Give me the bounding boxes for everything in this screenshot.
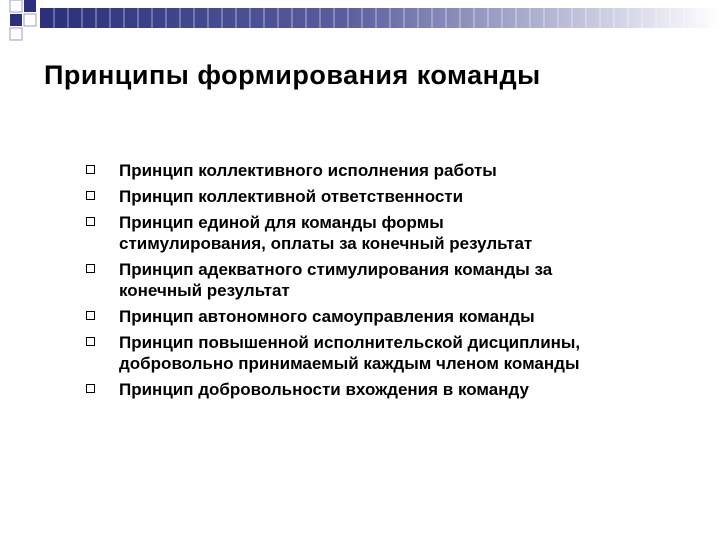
bullet-text-line: добровольно принимаемый каждым членом команды [119,354,580,373]
bullet-list [86,160,696,405]
hollow-square-icon [86,337,95,346]
bullet-text-line: Принцип повышенной исполнительской дисциплины, [119,333,581,352]
bullet-item [86,379,696,400]
bullet-text-line: стимулирования, оплаты за конечный результат [119,234,533,253]
bullet-text-line: Принцип адекватного стимулирования команды за [119,260,553,279]
hollow-square-icon [86,217,95,226]
bullet-text-line: Принцип коллективной ответственности [119,187,464,206]
hollow-square-icon [86,165,95,174]
hollow-square-icon [86,191,95,200]
bullet-item [86,212,696,254]
bullet-item [86,259,696,301]
hollow-square-icon [86,384,95,393]
gradient-bar-decoration [40,8,720,28]
bullet-text-line: Принцип единой для команды формы [119,213,444,232]
header-decoration [0,0,720,40]
bullet-item [86,186,696,207]
bullet-item [86,332,696,374]
bullet-item [86,160,696,181]
bullet-item [86,306,696,327]
bullet-text-line: конечный результат [119,281,290,300]
bullet-text-line: Принцип автономного самоуправления команды [119,307,535,326]
slide-title: Принципы формирования команды [44,60,541,90]
hollow-square-icon [86,311,95,320]
bullet-text-line: Принцип коллективного исполнения работы [119,161,497,180]
bullet-text-line: Принцип добровольности вхождения в команду [119,380,529,399]
hollow-square-icon [86,264,95,273]
